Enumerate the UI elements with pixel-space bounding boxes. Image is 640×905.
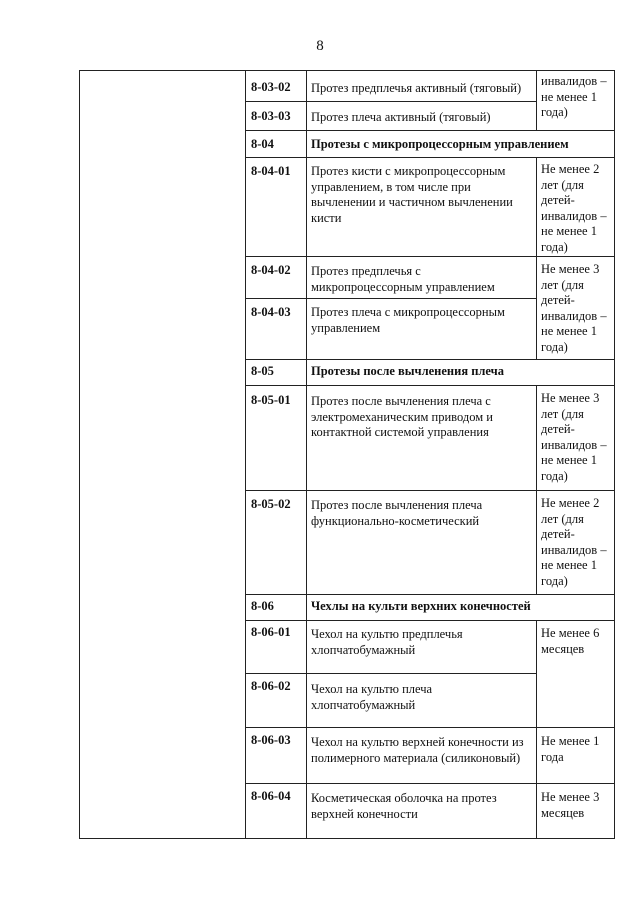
row-term: Не менее 1 года [541, 734, 600, 764]
row-divider [245, 620, 614, 621]
row-term-merged: Не менее 6 месяцев [541, 626, 600, 656]
row-code: 8-06-02 [251, 679, 291, 693]
row-section-title: Протезы с микропроцессорным управлением [311, 137, 569, 151]
row-divider [245, 101, 536, 102]
row-name: Чехол на культю предплечья хлопчатобумажный [311, 627, 463, 657]
row-divider [245, 490, 614, 491]
row-term: Не менее 3 лет (для детей-инвалидов – не менее 1 года) [541, 391, 607, 483]
table-right-border [614, 70, 615, 839]
column-divider-term [536, 620, 537, 839]
row-code: 8-03-02 [251, 80, 291, 94]
row-section-title: Чехлы на культи верхних конечностей [311, 599, 531, 613]
row-name: Протез кисти с микропроцессорным управлением, в том числе при вычленении и частичном вычленении кисти [311, 164, 513, 225]
column-divider-term [536, 70, 537, 130]
row-term-merged: Не менее 3 лет (для детей-инвалидов – не менее 1 года) [541, 262, 607, 354]
row-divider [245, 673, 536, 674]
page-number: 8 [316, 38, 324, 54]
row-code: 8-04-03 [251, 305, 291, 319]
row-divider [245, 727, 614, 728]
row-code: 8-04 [251, 137, 274, 151]
row-divider [245, 359, 614, 360]
row-term: Не менее 2 лет (для детей-инвалидов – не менее 1 года) [541, 162, 607, 254]
row-name: Протез предплечья с микропроцессорным управлением [311, 264, 495, 294]
row-code: 8-04-01 [251, 164, 291, 178]
row-term-merged: инвалидов – не менее 1 года) [541, 74, 607, 119]
row-name: Протез после вычленения плеча с электромеханическим приводом и контактной системой управления [311, 394, 493, 439]
row-name: Косметическая оболочка на протез верхней конечности [311, 791, 497, 821]
row-divider [245, 157, 614, 158]
row-code: 8-06 [251, 599, 274, 613]
row-code: 8-04-02 [251, 263, 291, 277]
table-bottom-border [79, 838, 614, 839]
row-name: Протез после вычленения плеча функционально-косметический [311, 498, 483, 528]
column-divider-code [245, 70, 246, 839]
row-code: 8-06-03 [251, 733, 291, 747]
row-divider [245, 256, 614, 257]
table-left-border [79, 70, 80, 839]
row-term: Не менее 3 месяцев [541, 790, 600, 820]
row-code: 8-05-02 [251, 497, 291, 511]
row-code: 8-06-01 [251, 625, 291, 639]
row-name: Протез плеча с микропроцессорным управлением [311, 305, 505, 335]
row-divider [245, 385, 614, 386]
row-code: 8-06-04 [251, 789, 291, 803]
column-divider-name [306, 70, 307, 839]
row-code: 8-05 [251, 364, 274, 378]
row-name: Чехол на культю плеча хлопчатобумажный [311, 682, 433, 712]
row-name: Протез плеча активный (тяговый) [311, 110, 491, 124]
row-code: 8-03-03 [251, 109, 291, 123]
row-divider [245, 594, 614, 595]
table-top-border [79, 70, 614, 71]
row-divider [245, 298, 536, 299]
row-name: Протез предплечья активный (тяговый) [311, 81, 522, 95]
row-divider [245, 130, 614, 131]
row-name: Чехол на культю верхней конечности из полимерного материала (силиконовый) [311, 735, 524, 765]
row-section-title: Протезы после вычленения плеча [311, 364, 504, 378]
row-term: Не менее 2 лет (для детей-инвалидов – не менее 1 года) [541, 496, 607, 588]
row-code: 8-05-01 [251, 393, 291, 407]
column-divider-term [536, 157, 537, 359]
row-divider [245, 783, 614, 784]
